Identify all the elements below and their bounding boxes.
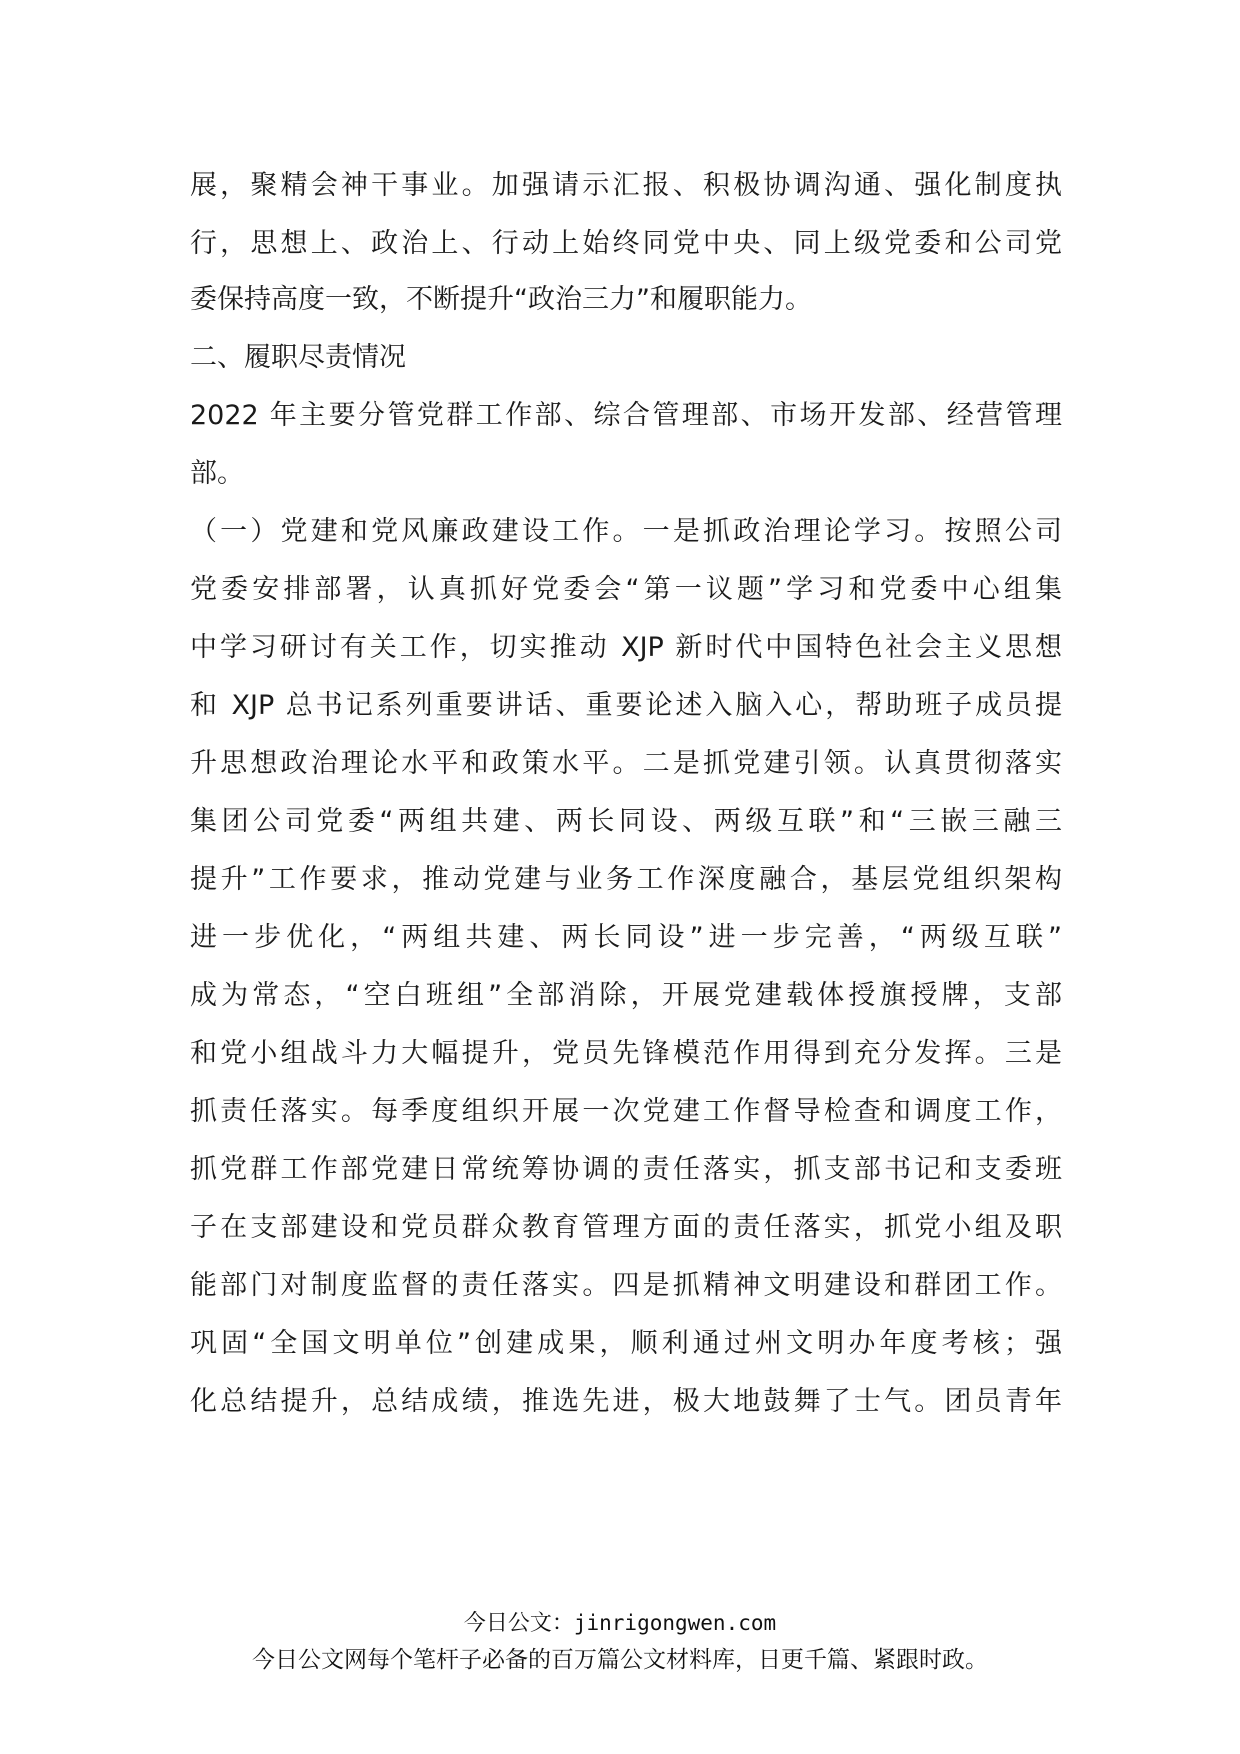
text-line: 成为常态，“空白班组”全部消除，开展党建载体授旗授牌，支部: [190, 980, 1062, 1011]
section-heading: 二、履职尽责情况: [190, 342, 406, 373]
text-line: 中学习研讨有关工作，切实推动 XJP 新时代中国特色社会主义思想: [190, 632, 1062, 663]
footer-site-link[interactable]: jinrigongwen.com: [573, 1611, 777, 1635]
text-line: （一）党建和党风廉政建设工作。一是抓政治理论学习。按照公司: [190, 516, 1062, 547]
text-line: 集团公司党委“两组共建、两长同设、两级互联”和“三嵌三融三: [190, 806, 1062, 837]
text-line: 部。: [190, 458, 244, 489]
text-line: 抓责任落实。每季度组织开展一次党建工作督导检查和调度工作，: [190, 1096, 1062, 1127]
text-line: 化总结提升，总结成绩，推选先进，极大地鼓舞了士气。团员青年: [190, 1386, 1062, 1417]
text-line: 巩固“全国文明单位”创建成果，顺利通过州文明办年度考核；强: [190, 1328, 1062, 1359]
text-line: 升思想政治理论水平和政策水平。二是抓党建引领。认真贯彻落实: [190, 748, 1062, 779]
text-line: 进一步优化，“两组共建、两长同设”进一步完善，“两级互联”: [190, 922, 1062, 953]
text-line: 和 XJP 总书记系列重要讲话、重要论述入脑入心，帮助班子成员提: [190, 690, 1062, 721]
text-line: 展，聚精会神干事业。加强请示汇报、积极协调沟通、强化制度执: [190, 170, 1062, 201]
text-line: 提升”工作要求，推动党建与业务工作深度融合，基层党组织架构: [190, 864, 1062, 895]
footer-site-label: 今日公文：: [463, 1611, 574, 1636]
text-line: 行，思想上、政治上、行动上始终同党中央、同上级党委和公司党: [190, 228, 1062, 259]
text-line: 能部门对制度监督的责任落实。四是抓精神文明建设和群团工作。: [190, 1270, 1062, 1301]
text-line: 2022 年主要分管党群工作部、综合管理部、市场开发部、经营管理: [190, 400, 1062, 431]
text-line: 抓党群工作部党建日常统筹协调的责任落实，抓支部书记和支委班: [190, 1154, 1062, 1185]
text-line: 和党小组战斗力大幅提升，党员先锋模范作用得到充分发挥。三是: [190, 1038, 1062, 1069]
footer-site-line: [0, 1608, 1240, 1638]
text-line: 子在支部建设和党员群众教育管理方面的责任落实，抓党小组及职: [190, 1212, 1062, 1243]
text-line: 委保持高度一致，不断提升“政治三力”和履职能力。: [190, 284, 812, 315]
footer-slogan: 今日公文网每个笔杆子必备的百万篇公文材料库，日更千篇、紧跟时政。: [252, 1647, 988, 1673]
text-line: 党委安排部署，认真抓好党委会“第一议题”学习和党委中心组集: [190, 574, 1062, 605]
